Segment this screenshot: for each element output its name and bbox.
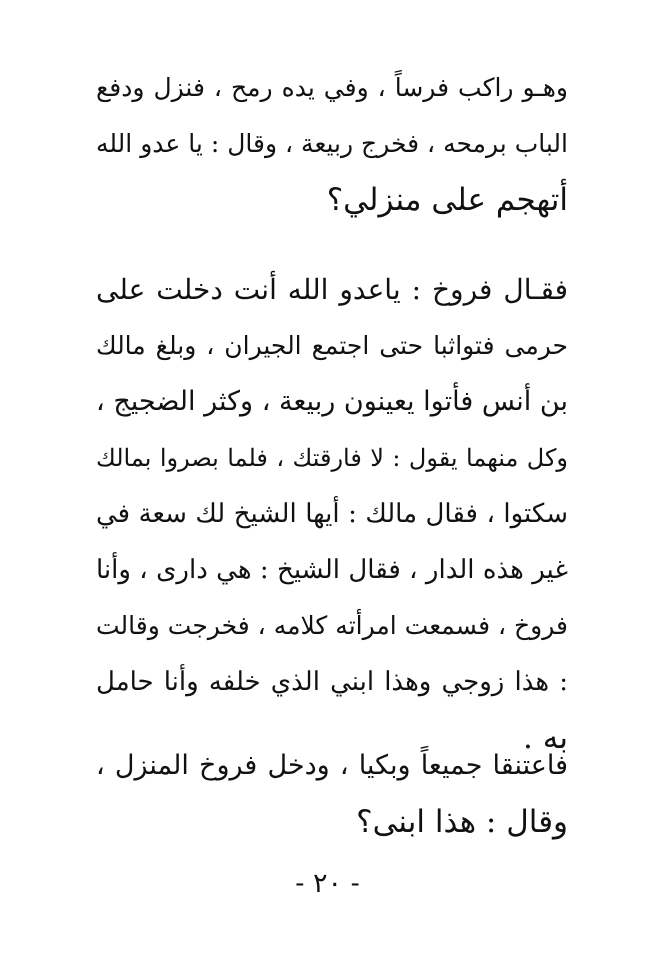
text-line: : هذا زوجي وهذا ابني الذي خلفه وأنا حامل xyxy=(96,667,568,697)
text-line: وقال : هذا ابنى؟ xyxy=(356,804,568,840)
text-line: فاعتنقا جميعاً وبكيا ، ودخل فروخ المنزل ، xyxy=(96,750,568,781)
text-line: فقـال فروخ : ياعدو الله أنت دخلت على xyxy=(96,273,568,306)
paragraph-1 xyxy=(96,60,568,228)
text-line: بن أنس فأتوا يعينون ربيعة ، وكثر الضجيج ، xyxy=(96,386,568,417)
paragraph-3 xyxy=(96,738,568,850)
text-line: حرمى فتواثبا حتى اجتمع الجيران ، وبلغ مالك xyxy=(96,331,568,360)
text-line: وهـو راكب فرساً ، وفي يده رمح ، فنزل ودفع xyxy=(96,73,568,102)
text-line: فروخ ، فسمعت امرأته كلامه ، فخرجت وقالت xyxy=(96,611,568,640)
paragraph-2 xyxy=(96,262,568,766)
text-line: به . xyxy=(523,720,568,756)
text-line: الباب برمحه ، فخرج ربيعة ، وقال : يا عدو الله xyxy=(96,129,568,158)
text-line: سكتوا ، فقال مالك : أيها الشيخ لك سعة في xyxy=(96,499,568,529)
text-line: وكل منهما يقول : لا فارقتك ، فلما بصروا بمالك xyxy=(96,444,568,472)
text-line: أتهجم على منزلي؟ xyxy=(326,182,568,218)
page-number: - ٢٠ - xyxy=(295,868,360,899)
text-line: غير هذه الدار ، فقال الشيخ : هي دارى ، وأنا xyxy=(96,555,568,585)
